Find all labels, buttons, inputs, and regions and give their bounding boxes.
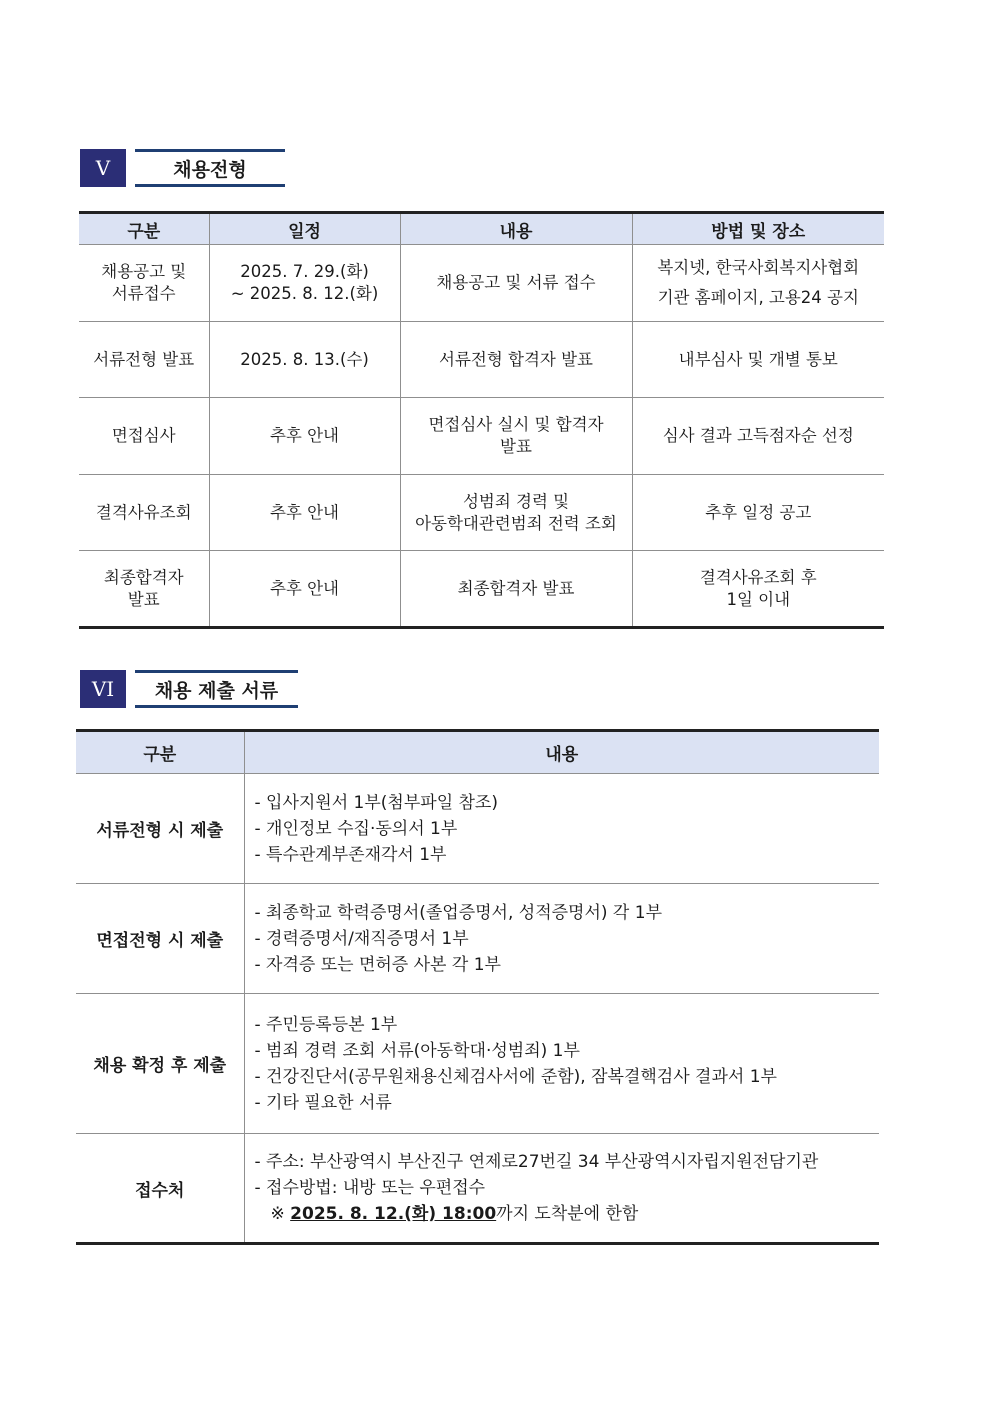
table-row bbox=[79, 551, 884, 628]
list-item: - 범죄 경력 조회 서류(아동학대·성범죄) 1부 bbox=[254, 1040, 580, 1061]
row-items bbox=[244, 1134, 879, 1244]
list-item: - 최종학교 학력증명서(졸업증명서, 성적증명서) 각 1부 bbox=[254, 902, 662, 923]
table-header-row bbox=[76, 731, 879, 774]
row-schedule: 추후 안내 bbox=[209, 551, 400, 628]
table-row bbox=[79, 398, 884, 475]
recruitment-process-table bbox=[79, 211, 884, 629]
row-method: 결격사유조회 후 1일 이내 bbox=[632, 551, 884, 628]
row-category: 서류전형 시 제출 bbox=[76, 774, 244, 884]
list-item: - 경력증명서/재직증명서 1부 bbox=[254, 928, 469, 949]
header-category: 구분 bbox=[79, 213, 209, 245]
header-schedule: 일정 bbox=[209, 213, 400, 245]
list-item: - 주민등록등본 1부 bbox=[254, 1014, 398, 1035]
table-row bbox=[79, 475, 884, 551]
row-method: 내부심사 및 개별 통보 bbox=[632, 322, 884, 398]
row-content: 면접심사 실시 및 합격자 발표 bbox=[400, 398, 632, 475]
row-method: 심사 결과 고득점자순 선정 bbox=[632, 398, 884, 475]
row-category: 결격사유조회 bbox=[79, 475, 209, 551]
row-category: 채용공고 및 서류접수 bbox=[79, 245, 209, 322]
row-category: 면접전형 시 제출 bbox=[76, 884, 244, 994]
section-6-title: 채용 제출 서류 bbox=[135, 670, 298, 708]
list-item: - 입사지원서 1부(첨부파일 참조) bbox=[254, 792, 498, 813]
list-item: - 접수방법: 내방 또는 우편접수 bbox=[254, 1178, 486, 1198]
table-row bbox=[76, 994, 879, 1134]
table-row bbox=[79, 245, 884, 322]
section-5-title: 채용전형 bbox=[135, 149, 285, 187]
row-content: 성범죄 경력 및 아동학대관련범죄 전력 조회 bbox=[400, 475, 632, 551]
deadline-note: ※ 2025. 8. 12.(화) 18:00까지 도착분에 한함 bbox=[270, 1204, 639, 1224]
row-category: 면접심사 bbox=[79, 398, 209, 475]
table-row bbox=[79, 322, 884, 398]
deadline-date: 2025. 8. 12.(화) 18:00 bbox=[290, 1204, 497, 1224]
table-row bbox=[76, 884, 879, 994]
row-category: 최종합격자 발표 bbox=[79, 551, 209, 628]
row-schedule: 추후 안내 bbox=[209, 398, 400, 475]
header-content: 내용 bbox=[400, 213, 632, 245]
section-5-numeral: V bbox=[80, 149, 126, 187]
row-items bbox=[244, 884, 879, 994]
header-method: 방법 및 장소 bbox=[632, 213, 884, 245]
section-6-header bbox=[80, 670, 298, 708]
row-items bbox=[244, 774, 879, 884]
list-item: - 기타 필요한 서류 bbox=[254, 1092, 392, 1113]
row-content: 채용공고 및 서류 접수 bbox=[400, 245, 632, 322]
row-method: 추후 일정 공고 bbox=[632, 475, 884, 551]
row-method: 복지넷, 한국사회복지사협회 기관 홈페이지, 고용24 공지 bbox=[632, 245, 884, 322]
section-5-header bbox=[80, 149, 285, 187]
row-schedule: 2025. 8. 13.(수) bbox=[209, 322, 400, 398]
row-category: 채용 확정 후 제출 bbox=[76, 994, 244, 1134]
row-content: 최종합격자 발표 bbox=[400, 551, 632, 628]
section-6-numeral: VI bbox=[80, 670, 126, 708]
row-category: 접수처 bbox=[76, 1134, 244, 1244]
header-category: 구분 bbox=[76, 731, 244, 774]
header-content: 내용 bbox=[244, 731, 879, 774]
row-schedule: 추후 안내 bbox=[209, 475, 400, 551]
list-item: - 자격증 또는 면허증 사본 각 1부 bbox=[254, 954, 501, 975]
row-content: 서류전형 합격자 발표 bbox=[400, 322, 632, 398]
table-header-row bbox=[79, 213, 884, 245]
table-row bbox=[76, 1134, 879, 1244]
table-row bbox=[76, 774, 879, 884]
row-category: 서류전형 발표 bbox=[79, 322, 209, 398]
list-item: - 건강진단서(공무원채용신체검사서에 준함), 잠복결핵검사 결과서 1부 bbox=[254, 1066, 777, 1087]
row-schedule: 2025. 7. 29.(화) ~ 2025. 8. 12.(화) bbox=[209, 245, 400, 322]
list-item: - 개인정보 수집·동의서 1부 bbox=[254, 818, 458, 839]
list-item: - 주소: 부산광역시 부산진구 연제로27번길 34 부산광역시자립지원전담기관 bbox=[254, 1152, 819, 1172]
required-documents-table bbox=[76, 729, 879, 1245]
list-item: - 특수관계부존재각서 1부 bbox=[254, 844, 447, 865]
row-items bbox=[244, 994, 879, 1134]
